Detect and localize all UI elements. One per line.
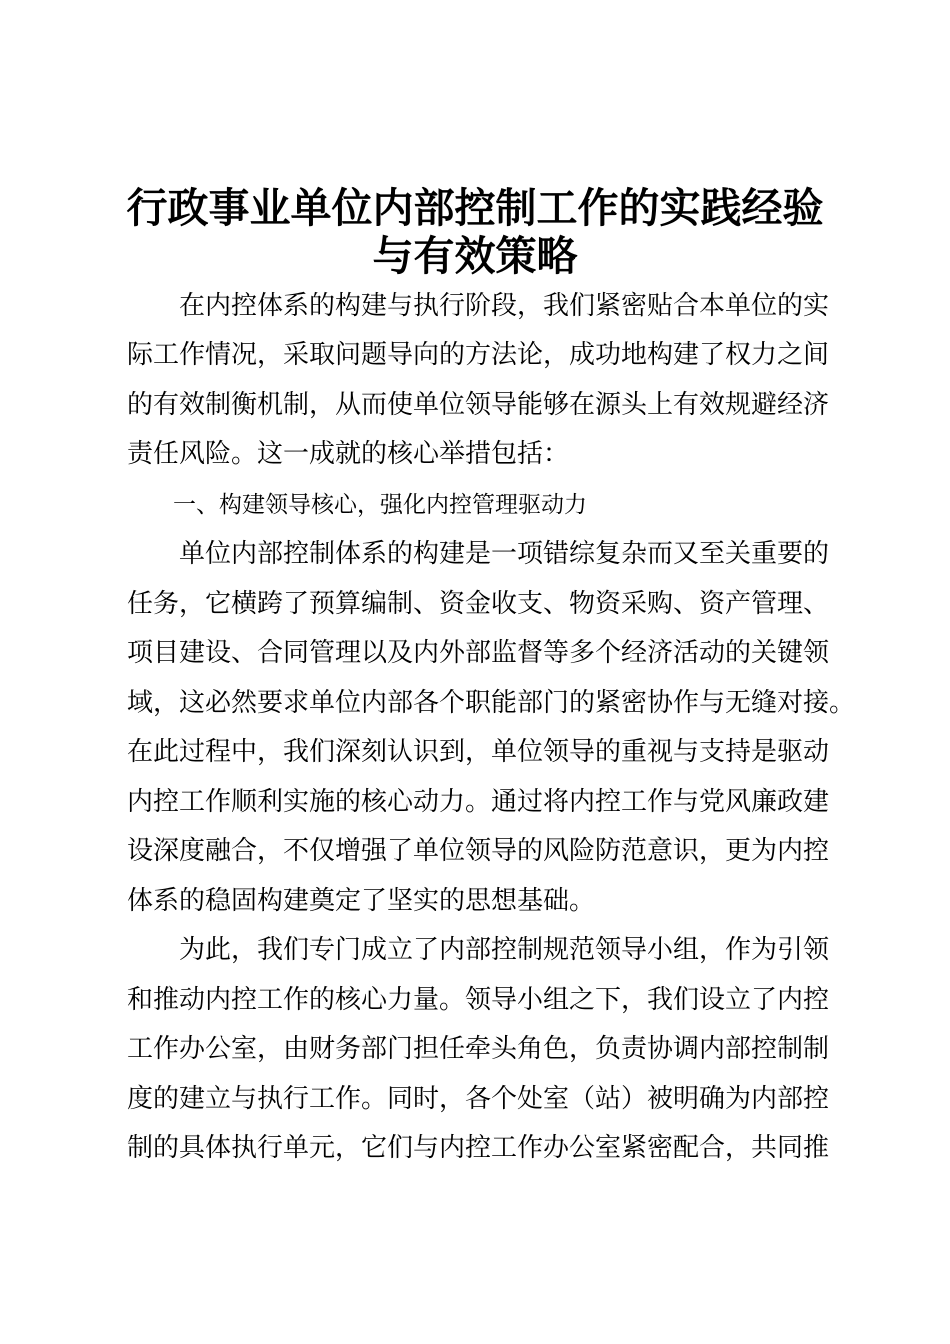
paragraph-3-line-5: 制的具体执行单元，它们与内控工作办公室紧密配合，共同推	[127, 1133, 830, 1163]
paragraph-2-line-1: 单位内部控制体系的构建是一项错综复杂而又至关重要的	[127, 539, 830, 569]
paragraph-3-line-1: 为此，我们专门成立了内部控制规范领导小组，作为引领	[127, 935, 830, 965]
paragraph-3-line-2: 和推动内控工作的核心力量。领导小组之下，我们设立了内控	[127, 985, 830, 1015]
document-title-line-1: 行政事业单位内部控制工作的实践经验	[126, 184, 824, 232]
paragraph-3-line-3: 工作办公室，由财务部门担任牵头角色，负责协调内部控制制	[127, 1034, 830, 1064]
paragraph-2-line-5: 在此过程中，我们深刻认识到，单位领导的重视与支持是驱动	[127, 737, 830, 767]
paragraph-3-line-4: 度的建立与执行工作。同时，各个处室（站）被明确为内部控	[127, 1084, 830, 1114]
paragraph-1-line-3: 的有效制衡机制，从而使单位领导能够在源头上有效规避经济	[127, 390, 830, 420]
paragraph-2-line-8: 体系的稳固构建奠定了坚实的思想基础。	[127, 886, 596, 916]
document-title-line-2: 与有效策略	[372, 232, 578, 280]
paragraph-1-line-2: 际工作情况，采取问题导向的方法论，成功地构建了权力之间	[127, 340, 830, 370]
paragraph-2-line-6: 内控工作顺利实施的核心动力。通过将内控工作与党风廉政建	[127, 787, 830, 817]
paragraph-2-line-2: 任务，它横跨了预算编制、资金收支、物资采购、资产管理、	[127, 589, 830, 619]
paragraph-1-line-4: 责任风险。这一成就的核心举措包括：	[127, 439, 570, 469]
paragraph-2-line-4: 域，这必然要求单位内部各个职能部门的紧密协作与无缝对接。	[127, 688, 856, 718]
paragraph-1-line-1: 在内控体系的构建与执行阶段，我们紧密贴合本单位的实	[127, 291, 830, 321]
paragraph-2-line-3: 项目建设、合同管理以及内外部监督等多个经济活动的关键领	[127, 638, 830, 668]
section-heading: 一、构建领导核心，强化内控管理驱动力	[127, 492, 587, 518]
paragraph-2-line-7: 设深度融合，不仅增强了单位领导的风险防范意识，更为内控	[127, 836, 830, 866]
